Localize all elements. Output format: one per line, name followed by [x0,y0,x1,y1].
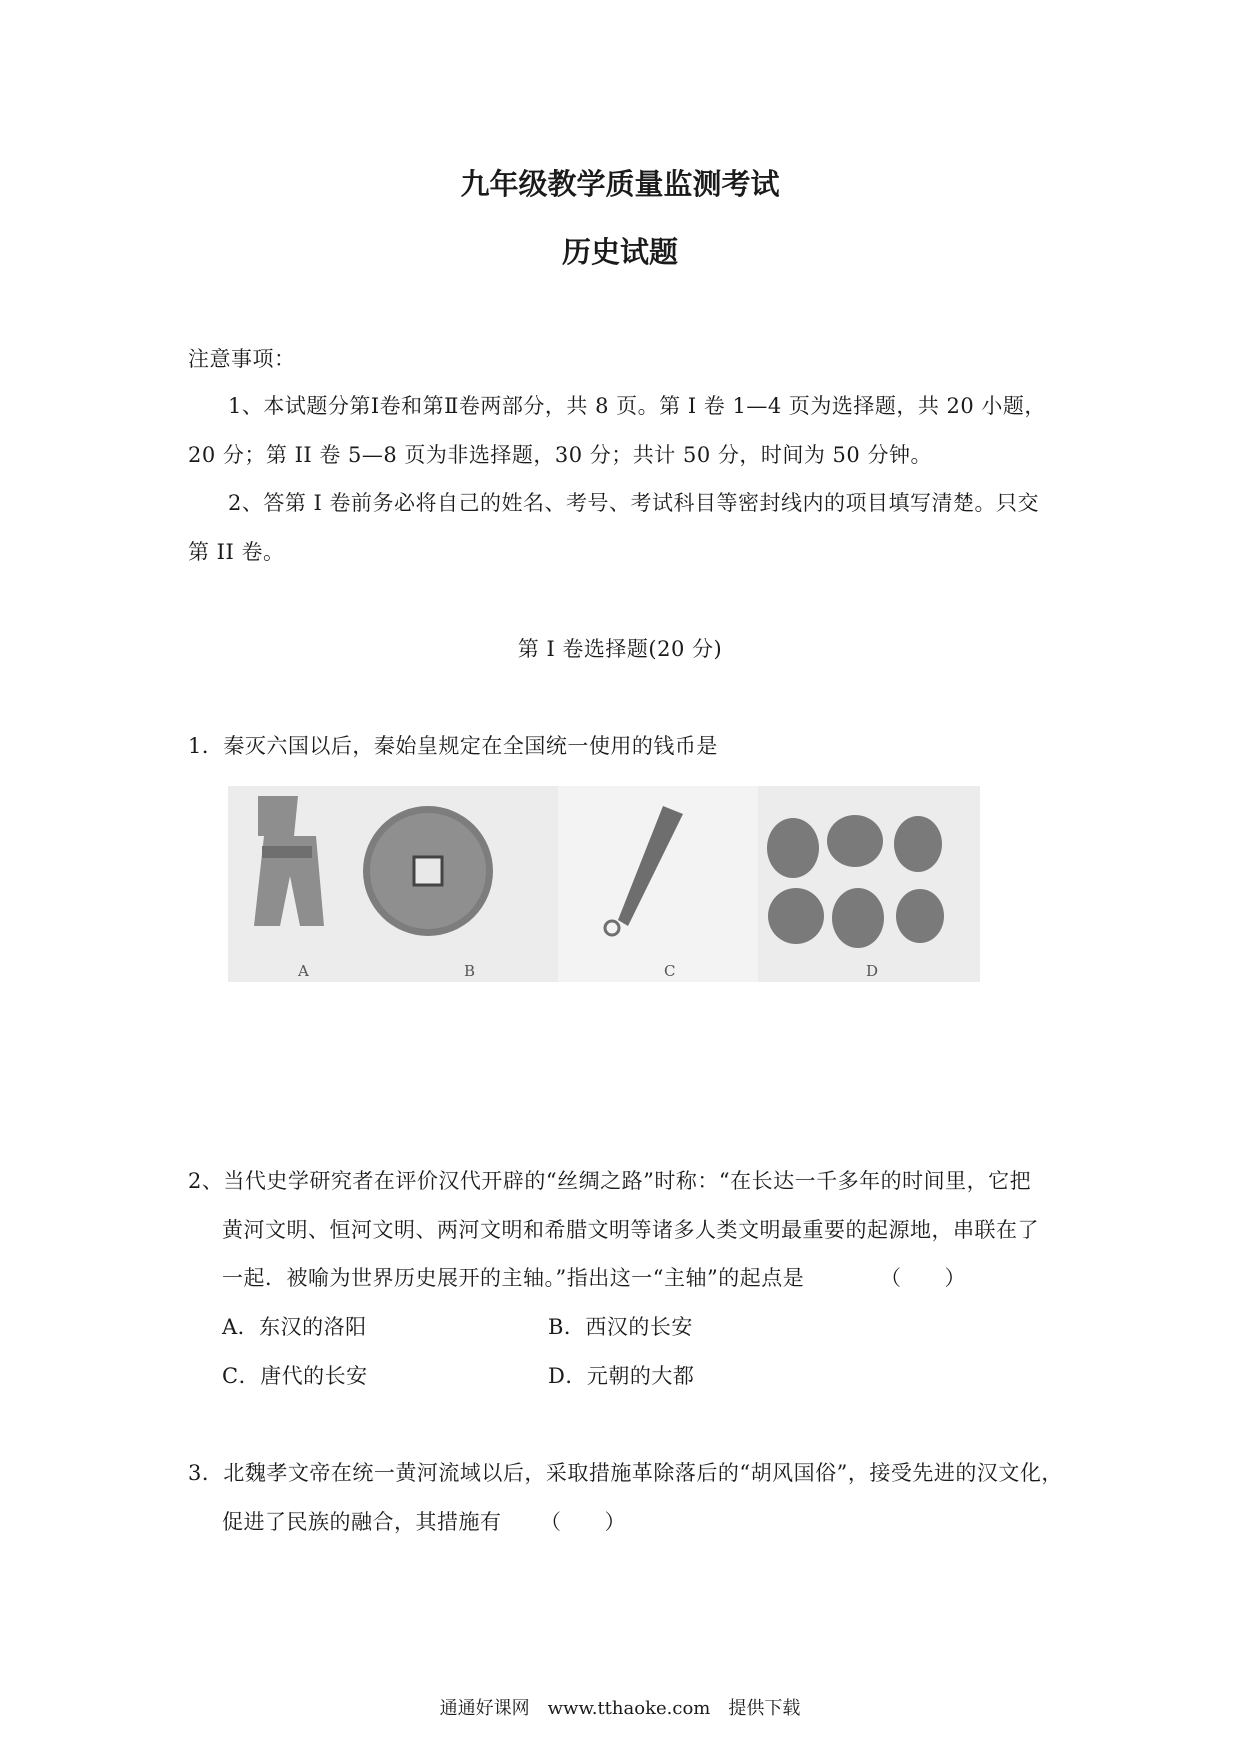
coin-label-c: C [664,962,676,980]
question-2-line-1: 2、当代史学研究者在评价汉代开辟的“丝绸之路”时称：“在长达一千多年的时间里，它把 [188,1169,1032,1193]
coin-label-d: D [866,962,879,980]
question-2-option-c: C．唐代的长安 [222,1364,368,1388]
exam-title: 九年级教学质量监测考试 [460,167,780,201]
notes-heading: 注意事项： [188,347,296,371]
round-coin-icon [363,806,493,936]
question-3-answer-paren: （ ） [540,1510,626,1534]
question-2-option-d: D．元朝的大都 [548,1364,695,1388]
question-2-answer-paren: （ ） [880,1266,966,1290]
exam-subtitle: 历史试题 [561,235,678,269]
coin-label-b: B [464,962,476,980]
notes-item-2-line-2: 第 II 卷。 [188,540,285,564]
question-3-line-1: 3．北魏孝文帝在统一黄河流域以后，采取措施革除落后的“胡风国俗”，接受先进的汉文化， [188,1461,1063,1485]
coins-illustration [228,786,980,982]
notes-item-2-line-1: 2、答第 I 卷前务必将自己的姓名、考号、考试科目等密封线内的项目填写清楚。只交 [228,491,1040,515]
question-2-option-a: A．东汉的洛阳 [222,1315,367,1339]
question-2-line-3: 一起．被喻为世界历史展开的主轴。”指出这一“主轴”的起点是 [222,1266,805,1290]
notes-item-1-line-2: 20 分；第 II 卷 5—8 页为非选择题，30 分；共计 50 分，时间为 50 分钟。 [188,443,932,467]
question-2-option-b: B．西汉的长安 [548,1315,693,1339]
question-3-line-2: 促进了民族的融合，其措施有 [222,1510,502,1534]
ancient-coins-image [228,786,980,982]
notes-item-1-line-1: 1、本试题分第Ⅰ卷和第Ⅱ卷两部分，共 8 页。第 I 卷 1—4 页为选择题，共 20 小题， [228,394,1046,418]
coin-label-a: A [298,962,309,980]
section-heading: 第 I 卷选择题(20 分) [517,637,723,661]
page-footer: 通通好课网 www.tthaoke.com 提供下载 [439,1698,801,1719]
question-1-stem: 1．秦灭六国以后，秦始皇规定在全国统一使用的钱币是 [188,734,718,758]
question-2-line-2: 黄河文明、恒河文明、两河文明和希腊文明等诸多人类文明最重要的起源地，串联在了 [222,1218,1039,1242]
